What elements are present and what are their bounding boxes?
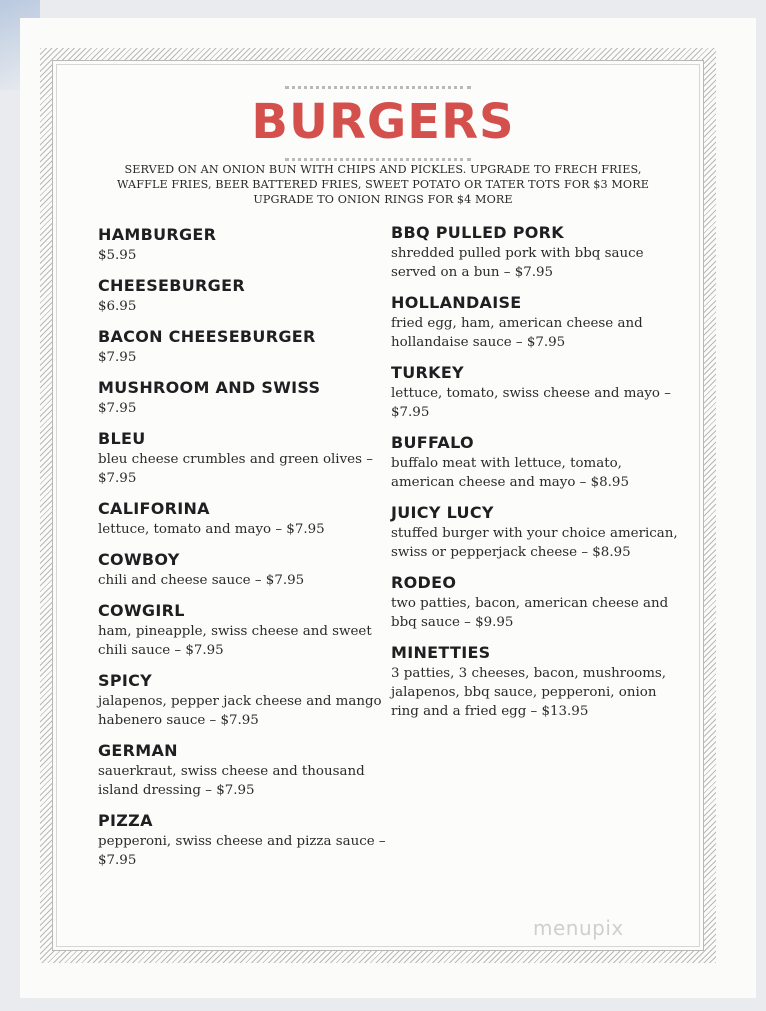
item-description: $7.95 bbox=[98, 401, 137, 416]
item-name: CHEESEBURGER bbox=[98, 276, 245, 295]
menu-item bbox=[98, 377, 388, 418]
menu-item bbox=[98, 740, 388, 800]
menu-item bbox=[98, 224, 388, 265]
menu-item bbox=[98, 600, 388, 660]
item-description: lettuce, tomato and mayo – $7.95 bbox=[98, 522, 325, 537]
item-description: $6.95 bbox=[98, 299, 137, 314]
left-column bbox=[98, 224, 388, 870]
menu-item bbox=[98, 670, 388, 730]
item-description: stuffed burger with your choice american, swiss or pepperjack cheese – $8.95 bbox=[391, 526, 678, 560]
watermark: menupix bbox=[533, 916, 624, 940]
item-description: pepperoni, swiss cheese and pizza sauce – $7.95 bbox=[98, 834, 386, 868]
item-description: lettuce, tomato, swiss cheese and mayo – $7.95 bbox=[391, 386, 671, 420]
item-name: PIZZA bbox=[98, 811, 153, 830]
item-name: BLEU bbox=[98, 429, 146, 448]
item-description: fried egg, ham, american cheese and hollandaise sauce – $7.95 bbox=[391, 316, 643, 350]
item-description: bleu cheese crumbles and green olives – $7.95 bbox=[98, 452, 373, 486]
item-name: MINETTIES bbox=[391, 643, 491, 662]
menu-item bbox=[391, 642, 681, 721]
item-name: SPICY bbox=[98, 671, 153, 690]
menu-item bbox=[98, 549, 388, 590]
item-name: JUICY LUCY bbox=[391, 503, 494, 522]
item-name: COWGIRL bbox=[98, 601, 185, 620]
item-name: BBQ PULLED PORK bbox=[391, 223, 564, 242]
right-column bbox=[391, 222, 681, 721]
menu-item bbox=[391, 502, 681, 562]
menu-subtitle: SERVED ON AN ONION BUN WITH CHIPS AND PICKLES. UPGRADE TO FRECH FRIES, WAFFLE FRIES, BEER BATTERED FRIES, SWEET POTATO OR TATER TOTS FOR $3 MORE UPGRADE TO ONION RINGS FOR $4 MORE bbox=[117, 163, 649, 206]
menu-item bbox=[391, 222, 681, 282]
item-description: chili and cheese sauce – $7.95 bbox=[98, 573, 305, 588]
menu-item bbox=[391, 362, 681, 422]
item-description: jalapenos, pepper jack cheese and mango habenero sauce – $7.95 bbox=[98, 694, 382, 728]
menu-item bbox=[98, 275, 388, 316]
item-description: ham, pineapple, swiss cheese and sweet chili sauce – $7.95 bbox=[98, 624, 372, 658]
item-name: RODEO bbox=[391, 573, 457, 592]
menu-item bbox=[391, 432, 681, 492]
item-name: MUSHROOM AND SWISS bbox=[98, 378, 321, 397]
item-description: two patties, bacon, american cheese and bbq sauce – $9.95 bbox=[391, 596, 669, 630]
item-name: HAMBURGER bbox=[98, 225, 217, 244]
menu-item bbox=[391, 292, 681, 352]
top-dotted-rule bbox=[285, 86, 471, 89]
menu-item bbox=[98, 428, 388, 488]
menu-item bbox=[98, 326, 388, 367]
item-name: BUFFALO bbox=[391, 433, 474, 452]
item-name: COWBOY bbox=[98, 550, 180, 569]
page-title: BURGERS bbox=[251, 94, 515, 150]
item-description: 3 patties, 3 cheeses, bacon, mushrooms, jalapenos, bbq sauce, pepperoni, onion ring and a fried egg – $13.95 bbox=[391, 666, 667, 719]
item-name: BACON CHEESEBURGER bbox=[98, 327, 316, 346]
item-name: HOLLANDAISE bbox=[391, 293, 522, 312]
item-description: $5.95 bbox=[98, 248, 137, 263]
menu-item bbox=[98, 810, 388, 870]
item-name: TURKEY bbox=[391, 363, 464, 382]
bottom-dotted-rule bbox=[285, 158, 471, 161]
item-name: CALIFORINA bbox=[98, 499, 210, 518]
item-name: GERMAN bbox=[98, 741, 178, 760]
item-description: shredded pulled pork with bbq sauce served on a bun – $7.95 bbox=[391, 246, 644, 280]
item-description: buffalo meat with lettuce, tomato, american cheese and mayo – $8.95 bbox=[391, 456, 629, 490]
menu-item bbox=[98, 498, 388, 539]
menu-item bbox=[391, 572, 681, 632]
item-description: $7.95 bbox=[98, 350, 137, 365]
item-description: sauerkraut, swiss cheese and thousand island dressing – $7.95 bbox=[98, 764, 365, 798]
